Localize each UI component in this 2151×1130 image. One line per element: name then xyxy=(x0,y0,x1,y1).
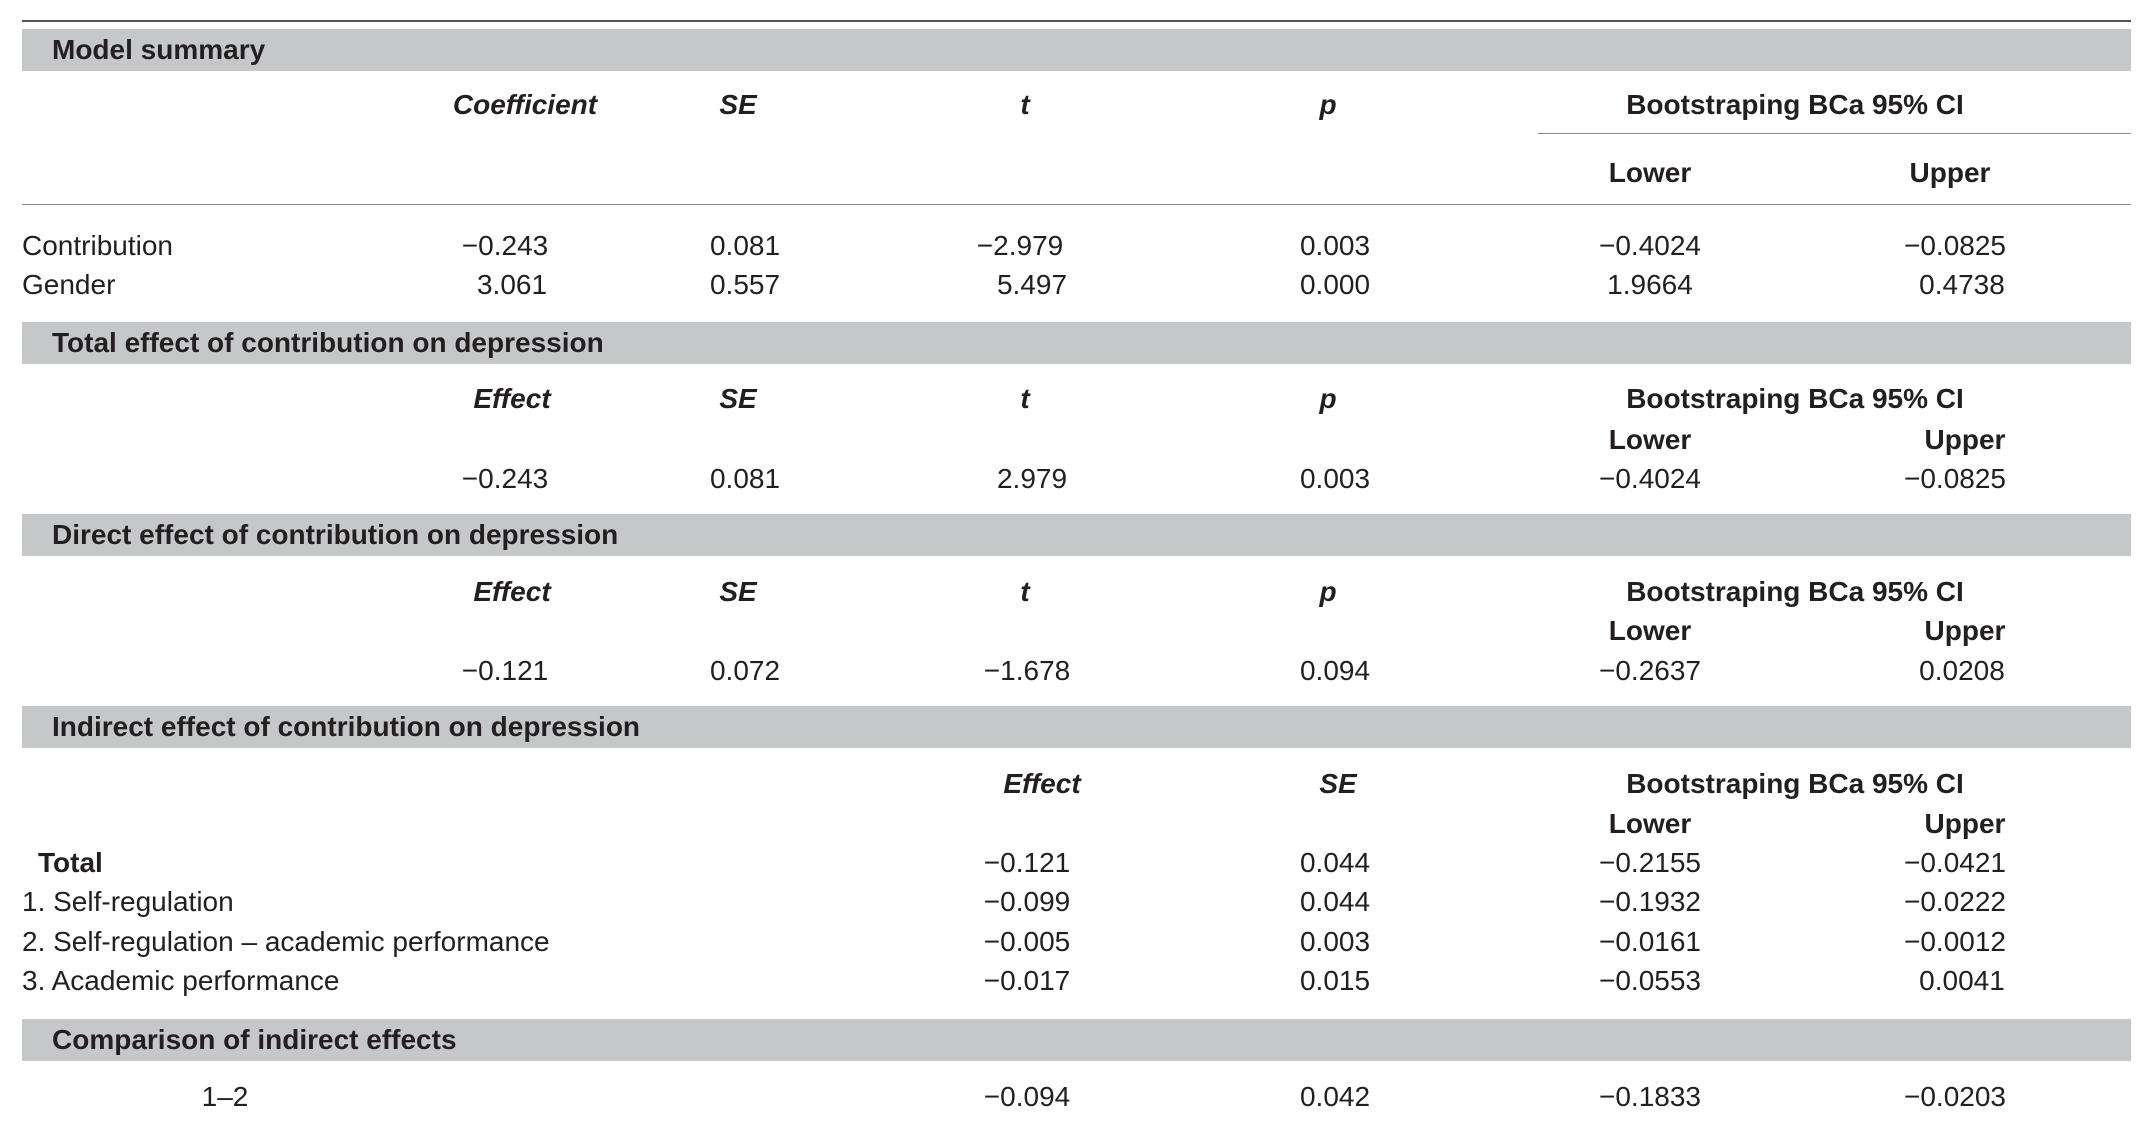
col-header-upper: Upper xyxy=(1924,808,2006,839)
col-header-t: t xyxy=(1020,383,1030,414)
cell-lower: −0.0553 xyxy=(1599,965,1701,996)
cell-effect: −0.121 xyxy=(983,847,1071,878)
cell-upper: −0.0222 xyxy=(1904,886,2006,917)
cell-se: 0.044 xyxy=(1299,886,1371,917)
cell-lower: −0.1833 xyxy=(1599,1081,1701,1112)
section-title: Indirect effect of contribution on depression xyxy=(52,711,641,742)
row-label: 1. Self-regulation xyxy=(22,886,234,917)
cell-coefficient: 3.061 xyxy=(476,269,548,300)
row-label: Gender xyxy=(22,269,116,300)
row-label: Contribution xyxy=(22,230,173,261)
col-header-se: SE xyxy=(719,576,757,607)
col-header-effect: Effect xyxy=(473,383,551,414)
cell-effect: −0.017 xyxy=(983,965,1071,996)
col-header-se: SE xyxy=(1319,768,1357,799)
col-header-p: p xyxy=(1319,383,1337,414)
cell-se: 0.003 xyxy=(1299,926,1371,957)
cell-lower: 1.9664 xyxy=(1607,269,1693,300)
cell-se: 0.081 xyxy=(709,463,781,494)
cell-effect: −0.121 xyxy=(461,655,549,686)
row-label: 1–2 xyxy=(201,1081,249,1112)
section-band-total-effect xyxy=(22,322,2131,364)
col-header-lower: Lower xyxy=(1608,615,1692,646)
section-band-indirect-effect xyxy=(22,706,2131,748)
cell-upper: −0.0421 xyxy=(1904,847,2006,878)
cell-upper: 0.0208 xyxy=(1919,655,2005,686)
cell-effect: −0.094 xyxy=(983,1081,1071,1112)
section-title: Comparison of indirect effects xyxy=(52,1024,457,1055)
cell-p: 0.003 xyxy=(1299,230,1371,261)
section-band-direct-effect xyxy=(22,514,2131,556)
cell-upper: 0.0041 xyxy=(1919,965,2005,996)
ci-header-rule xyxy=(1538,133,2131,134)
col-header-coefficient: Coefficient xyxy=(452,89,598,120)
section-title: Total effect of contribution on depression xyxy=(52,327,604,358)
header-bottom-rule-right xyxy=(354,204,2131,205)
section-title: Model summary xyxy=(52,34,266,65)
col-header-t: t xyxy=(1020,576,1030,607)
col-header-lower: Lower xyxy=(1608,157,1692,188)
cell-upper: 0.4738 xyxy=(1919,269,2005,300)
cell-upper: −0.0203 xyxy=(1904,1081,2006,1112)
cell-t: −1.678 xyxy=(983,655,1071,686)
section-band-comparison xyxy=(22,1019,2131,1061)
col-header-p: p xyxy=(1319,576,1337,607)
cell-p: 0.094 xyxy=(1299,655,1371,686)
col-header-upper: Upper xyxy=(1924,615,2006,646)
col-header-effect: Effect xyxy=(473,576,551,607)
section-title: Direct effect of contribution on depression xyxy=(52,519,619,550)
cell-lower: −0.2637 xyxy=(1599,655,1701,686)
cell-effect: −0.243 xyxy=(461,463,549,494)
cell-se: 0.081 xyxy=(709,230,781,261)
col-header-effect: Effect xyxy=(1003,768,1081,799)
cell-t: −2.979 xyxy=(976,230,1064,261)
col-header-lower: Lower xyxy=(1608,808,1692,839)
cell-lower: −0.2155 xyxy=(1599,847,1701,878)
col-header-se: SE xyxy=(719,383,757,414)
cell-se: 0.072 xyxy=(709,655,781,686)
cell-t: 5.497 xyxy=(996,269,1068,300)
col-header-ci: Bootstraping BCa 95% CI xyxy=(1626,576,1964,607)
cell-lower: −0.0161 xyxy=(1599,926,1701,957)
cell-lower: −0.4024 xyxy=(1599,463,1701,494)
col-header-ci: Bootstraping BCa 95% CI xyxy=(1626,383,1964,414)
cell-p: 0.000 xyxy=(1299,269,1371,300)
cell-se: 0.015 xyxy=(1299,965,1371,996)
col-header-lower: Lower xyxy=(1608,424,1692,455)
section-band-model-summary xyxy=(22,29,2131,71)
cell-effect: −0.099 xyxy=(983,886,1071,917)
header-bottom-rule-left xyxy=(22,204,354,205)
col-header-t: t xyxy=(1020,89,1030,120)
cell-se: 0.042 xyxy=(1299,1081,1371,1112)
cell-se: 0.044 xyxy=(1299,847,1371,878)
col-header-p: p xyxy=(1319,89,1337,120)
table-top-rule xyxy=(22,20,2131,22)
cell-t: 2.979 xyxy=(996,463,1068,494)
cell-se: 0.557 xyxy=(709,269,781,300)
col-header-ci: Bootstraping BCa 95% CI xyxy=(1626,89,1964,120)
row-label: 3. Academic performance xyxy=(22,965,340,996)
cell-upper: −0.0825 xyxy=(1904,230,2006,261)
row-label: 2. Self-regulation – academic performance xyxy=(22,926,550,957)
cell-lower: −0.4024 xyxy=(1599,230,1701,261)
col-header-upper: Upper xyxy=(1909,157,1991,188)
cell-coefficient: −0.243 xyxy=(461,230,549,261)
cell-effect: −0.005 xyxy=(983,926,1071,957)
row-label: Total xyxy=(38,847,103,878)
cell-p: 0.003 xyxy=(1299,463,1371,494)
col-header-ci: Bootstraping BCa 95% CI xyxy=(1626,768,1964,799)
col-header-upper: Upper xyxy=(1924,424,2006,455)
cell-upper: −0.0825 xyxy=(1904,463,2006,494)
col-header-se: SE xyxy=(719,89,757,120)
cell-upper: −0.0012 xyxy=(1904,926,2006,957)
cell-lower: −0.1932 xyxy=(1599,886,1701,917)
